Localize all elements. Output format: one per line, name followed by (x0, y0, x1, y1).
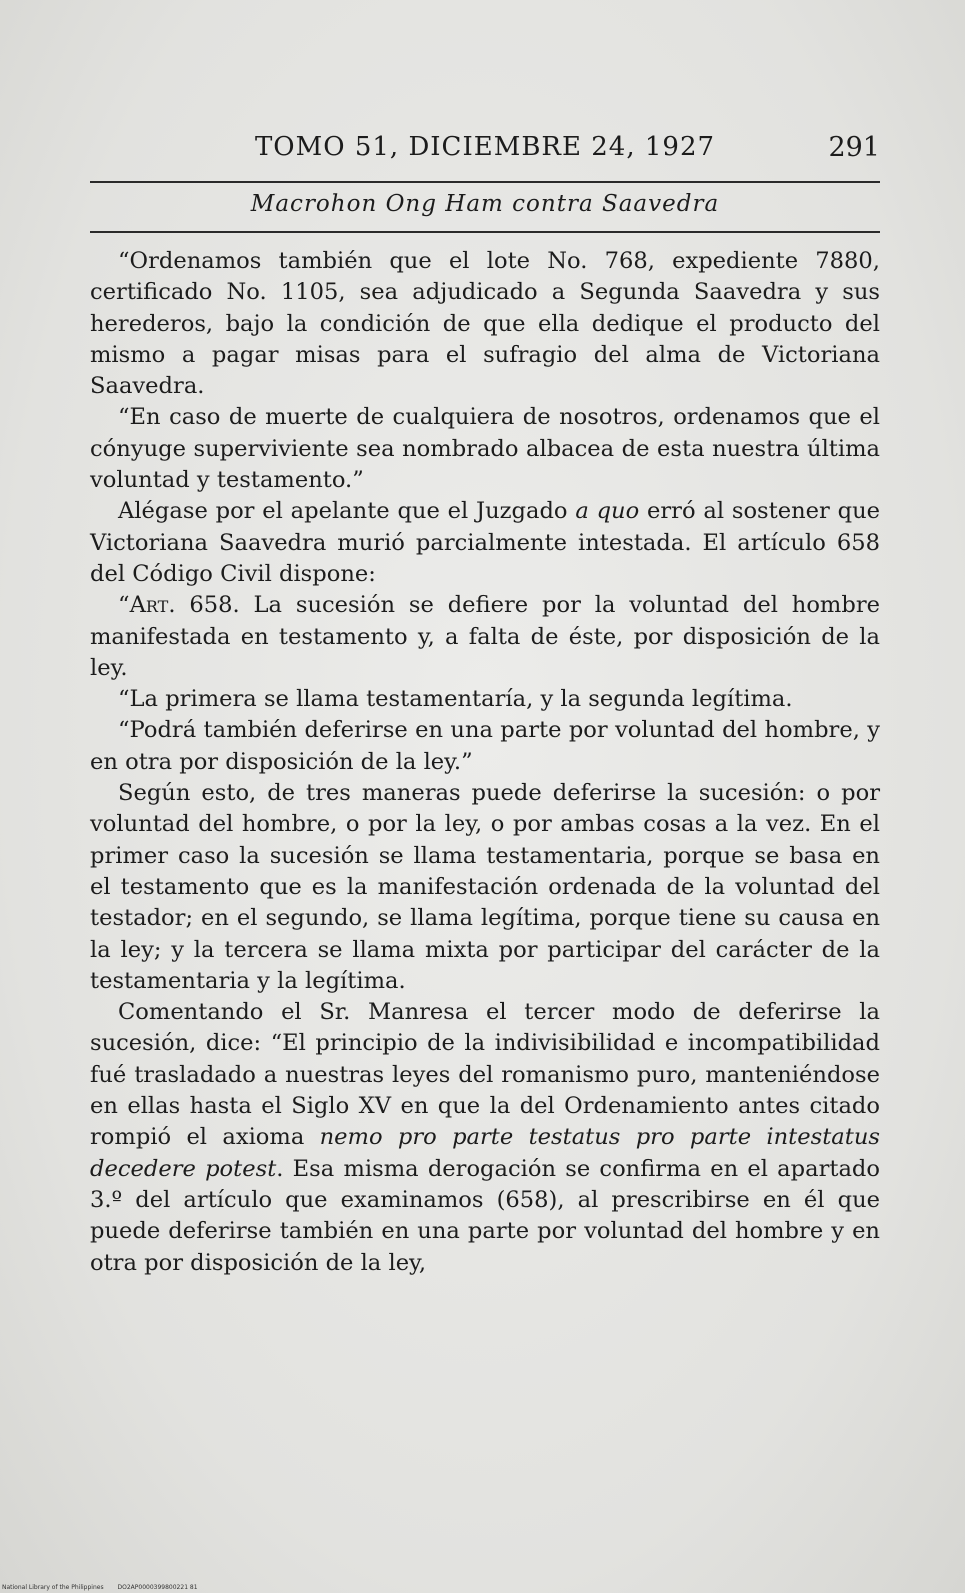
paragraph (90, 590, 880, 684)
text-run: Comentando el Sr. Manresa el tercer modo de deferirse la sucesión, dice: “El principio de la indivisibilidad e incompatibilidad fué trasladado a nuestras leyes del romanismo puro, manteniéndose en ellas hasta el Siglo XV en que la del Ordenamiento antes citado rompió el axioma (90, 999, 880, 1151)
header-rule-bottom (90, 231, 880, 233)
small-caps-text: Art (129, 592, 169, 619)
body-text (90, 246, 880, 1279)
header-rule-top (90, 181, 880, 183)
text-run: “ (118, 592, 130, 619)
italic-text: nemo pro parte testatus pro parte intestatus decedere potest (90, 1124, 880, 1182)
text-run: . Esa misma derogación se confirma en el apartado 3.º del artículo que examinamos (658), al prescribirse en él que puede deferirse también en una parte por voluntad del hombre y en otra por disposición de la ley, (90, 1155, 880, 1276)
text-run: erró al sostener que Victoriana Saavedra murió parcialmente intestada. El artículo 658 del Código Civil dispone: (90, 498, 880, 587)
case-title: Macrohon Ong Ham contra Saavedra (250, 191, 720, 217)
text-run: Alégase por el apelante que el Juzgado (118, 498, 576, 525)
paragraph: “En caso de muerte de cualquiera de nosotros, ordenamos que el cónyuge superviviente sea nombrado albacea de esta nuestra última voluntad y testamento.” (90, 404, 880, 494)
footer-library: National Library of the Philippines (2, 1584, 104, 1591)
scan-footer (2, 1584, 210, 1591)
paragraph: “La primera se llama testamentaría, y la segunda legítima. (118, 686, 793, 713)
italic-text: a quo (575, 498, 640, 525)
footer-code: DO2AP0000399800221 81 (117, 1584, 198, 1591)
header-title: TOMO 51, DICIEMBRE 24, 1927 (254, 132, 716, 162)
paragraph: Según esto, de tres maneras puede deferirse la sucesión: o por voluntad del hombre, o por la ley, o por ambas cosas a la vez. En el primer caso la sucesión se llama testamentaria, porque se basa en el testamento que es la manifestación ordenada de la voluntad del testador; en el segundo, se llama legítima, porque tiene su causa en la ley; y la tercera se llama mixta por participar del carácter de la testamentaria y la legítima. (90, 780, 880, 994)
paragraph (90, 997, 880, 1279)
paragraph: “Ordenamos también que el lote No. 768, expediente 7880, certificado No. 1105, sea adjudicado a Segunda Saavedra y sus herederos, bajo la condición de que ella dedique el producto del mismo a pagar misas para el sufragio del alma de Victoriana Saavedra. (90, 248, 880, 400)
page-number: 291 (828, 132, 880, 163)
paragraph (90, 496, 880, 590)
running-header (90, 130, 880, 170)
paragraph: “Podrá también deferirse en una parte por voluntad del hombre, y en otra por disposición de la ley.” (90, 717, 880, 775)
text-run: . 658. La sucesión se defiere por la voluntad del hombre manifestada en testamento y, a falta de éste, por disposición de la ley. (90, 592, 880, 681)
